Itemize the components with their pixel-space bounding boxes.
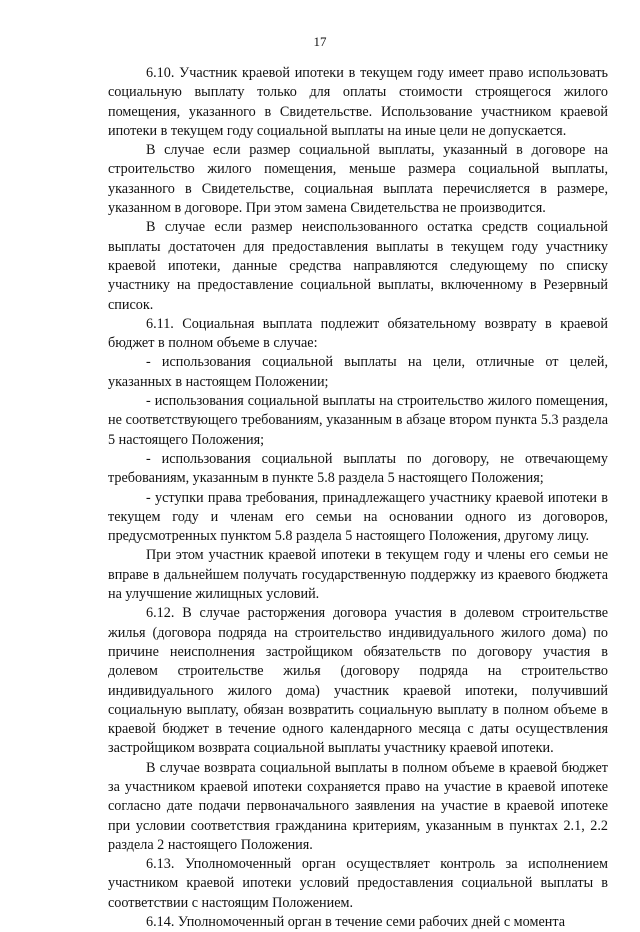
- list-item: - использования социальной выплаты на цели, отличные от целей, указанных в настоящем Положении;: [108, 354, 608, 390]
- document-body: [108, 64, 608, 932]
- page-number: 17: [313, 34, 327, 49]
- paragraph-unused-balance: В случае если размер неиспользованного остатка средств социальной выплаты достаточен для предоставления выплаты в текущем году участнику краевой ипотеки, данные средства направляются следующему по списку участнику на предоставление социальной выплаты, включенному в Резервный список.: [108, 219, 608, 313]
- paragraph-return-rights: В случае возврата социальной выплаты в полном объеме в краевой бюджет за участником краевой ипотеки сохраняется право на участие в краевой ипотеке согласно дате подачи первоначального заявления на участие в краевой ипотеке при условии соответствия гражданина критериям, указанным в пунктах 2.1, 2.2 раздела 2 настоящего Положения.: [108, 759, 608, 853]
- list-item: - уступки права требования, принадлежащего участнику краевой ипотеки в текущем году и членам его семьи на основании одного из договоров, предусмотренных пунктом 5.8 раздела 5 настоящего Положения, другому лицу.: [108, 489, 608, 545]
- paragraph-no-further-support: При этом участник краевой ипотеки в текущем году и члены его семьи не вправе в дальнейшем получать государственную поддержку из краевого бюджета на улучшение жилищных условий.: [108, 547, 608, 603]
- paragraph-6-10: 6.10. Участник краевой ипотеки в текущем году имеет право использовать социальную выплату только для оплаты стоимости строящегося жилого помещения, указанного в Свидетельстве. Использование участником краевой ипотеки в текущем году социальной выплаты на иные цели не допускается.: [108, 65, 608, 139]
- paragraph-6-12: 6.12. В случае расторжения договора участия в долевом строительстве жилья (договора подряда на строительство индивидуального жилого дома) по причине неисполнения застройщиком обязательств по договору участия в долевом строительстве жилья (договору подряда на строительство индивидуального жилого дома) участник краевой ипотеки, получивший социальную выплату, обязан возвратить социальную выплату в полном объеме в краевой бюджет в течение одного календарного месяца с даты осуществления застройщиком возврата социальной выплаты участнику краевой ипотеки.: [108, 605, 608, 757]
- paragraph-6-14: 6.14. Уполномоченный орган в течение семи рабочих дней с момента: [146, 914, 566, 931]
- list-item: - использования социальной выплаты на строительство жилого помещения, не соответствующего требованиям, указанным в абзаце втором пункта 5.3 раздела 5 настоящего Положения;: [108, 393, 608, 448]
- list-item: - использования социальной выплаты по договору, не отвечающему требованиям, указанным в пункте 5.8 раздела 5 настоящего Положения;: [108, 450, 608, 487]
- paragraph-payment-size: В случае если размер социальной выплаты, указанный в договоре на строительство жилого помещения, меньше размера социальной выплаты, указанного в Свидетельстве, социальная выплата перечисляется в размере, указанном в договоре. При этом замена Свидетельства не производится.: [108, 142, 608, 217]
- paragraph-6-11: 6.11. Социальная выплата подлежит обязательному возврату в краевой бюджет в полном объеме в случае:: [108, 315, 608, 352]
- paragraph-6-13: 6.13. Уполномоченный орган осуществляет контроль за исполнением участником краевой ипотеки условий предоставления социальной выплаты в соответствии с настоящим Положением.: [108, 856, 608, 911]
